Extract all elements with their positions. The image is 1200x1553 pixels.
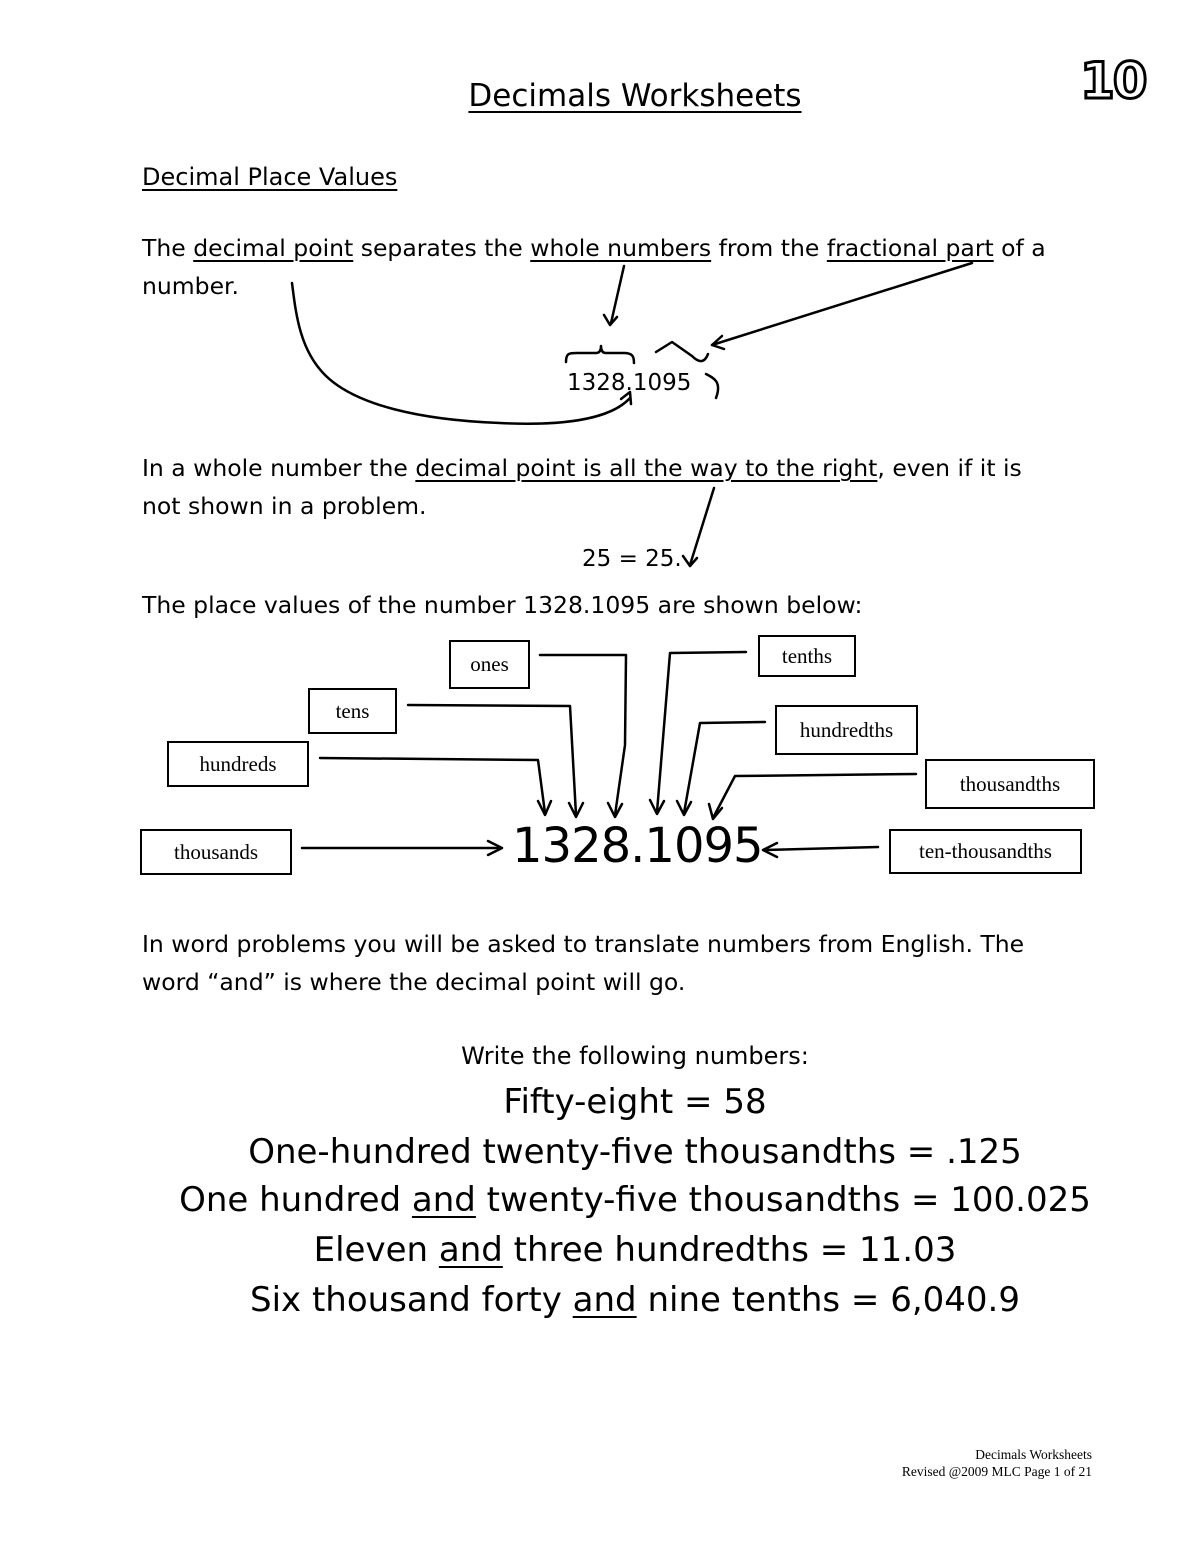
big-number: 1328.1095 <box>512 818 763 874</box>
footer <box>800 1446 1092 1480</box>
page-number: 10 <box>1080 52 1146 110</box>
arrow-tens <box>408 705 576 815</box>
label-thousands: thousands <box>140 829 292 875</box>
example-line-5 <box>0 1275 1200 1325</box>
example-line-3 <box>0 1175 1200 1225</box>
footer-line-2: Revised @2009 MLC Page 1 of 21 <box>901 1464 1092 1479</box>
page-title <box>0 78 1200 114</box>
brace-fraction-part <box>656 342 708 361</box>
example-line-4 <box>0 1225 1200 1275</box>
para1-line-2: number. <box>142 272 240 300</box>
para2-text-1: In a whole number the <box>142 454 416 482</box>
arrow-hundredths <box>684 722 765 813</box>
example-line-5-post: nine tenths = 6,040.9 <box>636 1280 1020 1320</box>
para1-text-3: from the <box>711 234 827 262</box>
paragraph-whole-number <box>142 449 1142 525</box>
para3-line-2: word “and” is where the decimal point will go. <box>142 968 686 996</box>
example-line-4-and: and <box>438 1230 503 1270</box>
example-line-3-post: twenty-five thousandths = 100.025 <box>475 1180 1091 1220</box>
example-line-3-pre: One hundred <box>179 1180 412 1220</box>
example-whole-number: 25 = 25. <box>582 546 682 572</box>
example-number: 1328.1095 <box>567 370 692 396</box>
page-title-text: Decimals Worksheets <box>468 78 802 114</box>
arrow-ones <box>540 655 626 815</box>
label-hundreds: hundreds <box>167 741 309 787</box>
footer-line-1: Decimals Worksheets <box>975 1447 1092 1462</box>
para2-line-2: not shown in a problem. <box>142 492 427 520</box>
para1-text-4: of a <box>993 234 1046 262</box>
write-heading: Write the following numbers: <box>461 1042 809 1070</box>
label-thousandths: thousandths <box>925 759 1095 809</box>
arrow-tenths <box>657 652 746 812</box>
label-tenths: tenths <box>758 635 856 677</box>
para1-text-1: The <box>142 234 194 262</box>
example-line-4-pre: Eleven <box>313 1230 439 1270</box>
brace-whole-part <box>566 346 634 363</box>
arrow-hundreds <box>320 758 545 813</box>
label-ten-thousandths: ten-thousandths <box>889 829 1082 874</box>
label-ones: ones <box>449 640 530 689</box>
example-line-5-pre: Six thousand forty <box>249 1280 573 1320</box>
para2-term-decimal-right: decimal point is all the way to the right <box>415 454 878 482</box>
example-line-5-and: and <box>572 1280 637 1320</box>
example-line-4-post: three hundredths = 11.03 <box>502 1230 957 1270</box>
para1-term-whole-numbers: whole numbers <box>530 234 712 262</box>
section-heading: Decimal Place Values <box>142 163 398 191</box>
para2-text-2: , even if it is <box>877 454 1022 482</box>
para3-line-1: In word problems you will be asked to translate numbers from English. The <box>142 930 1025 958</box>
example-line-3-and: and <box>411 1180 476 1220</box>
paragraph-word-problems <box>142 925 1142 1001</box>
label-hundredths: hundredths <box>775 705 918 755</box>
arrow-ten-thousandths <box>765 847 878 850</box>
para1-term-fractional-part: fractional part <box>826 234 994 262</box>
label-tens: tens <box>308 688 397 734</box>
para1-text-2: separates the <box>353 234 531 262</box>
paragraph-decimal-point <box>142 229 1142 305</box>
para1-term-decimal-point: decimal point <box>193 234 354 262</box>
arrow-thousandths <box>713 774 916 818</box>
example-line-1: Fifty-eight = 58 <box>503 1082 767 1122</box>
example-line-2: One-hundred twenty-five thousandths = .125 <box>248 1132 1022 1172</box>
place-values-intro: The place values of the number 1328.1095 are shown below: <box>142 591 863 619</box>
